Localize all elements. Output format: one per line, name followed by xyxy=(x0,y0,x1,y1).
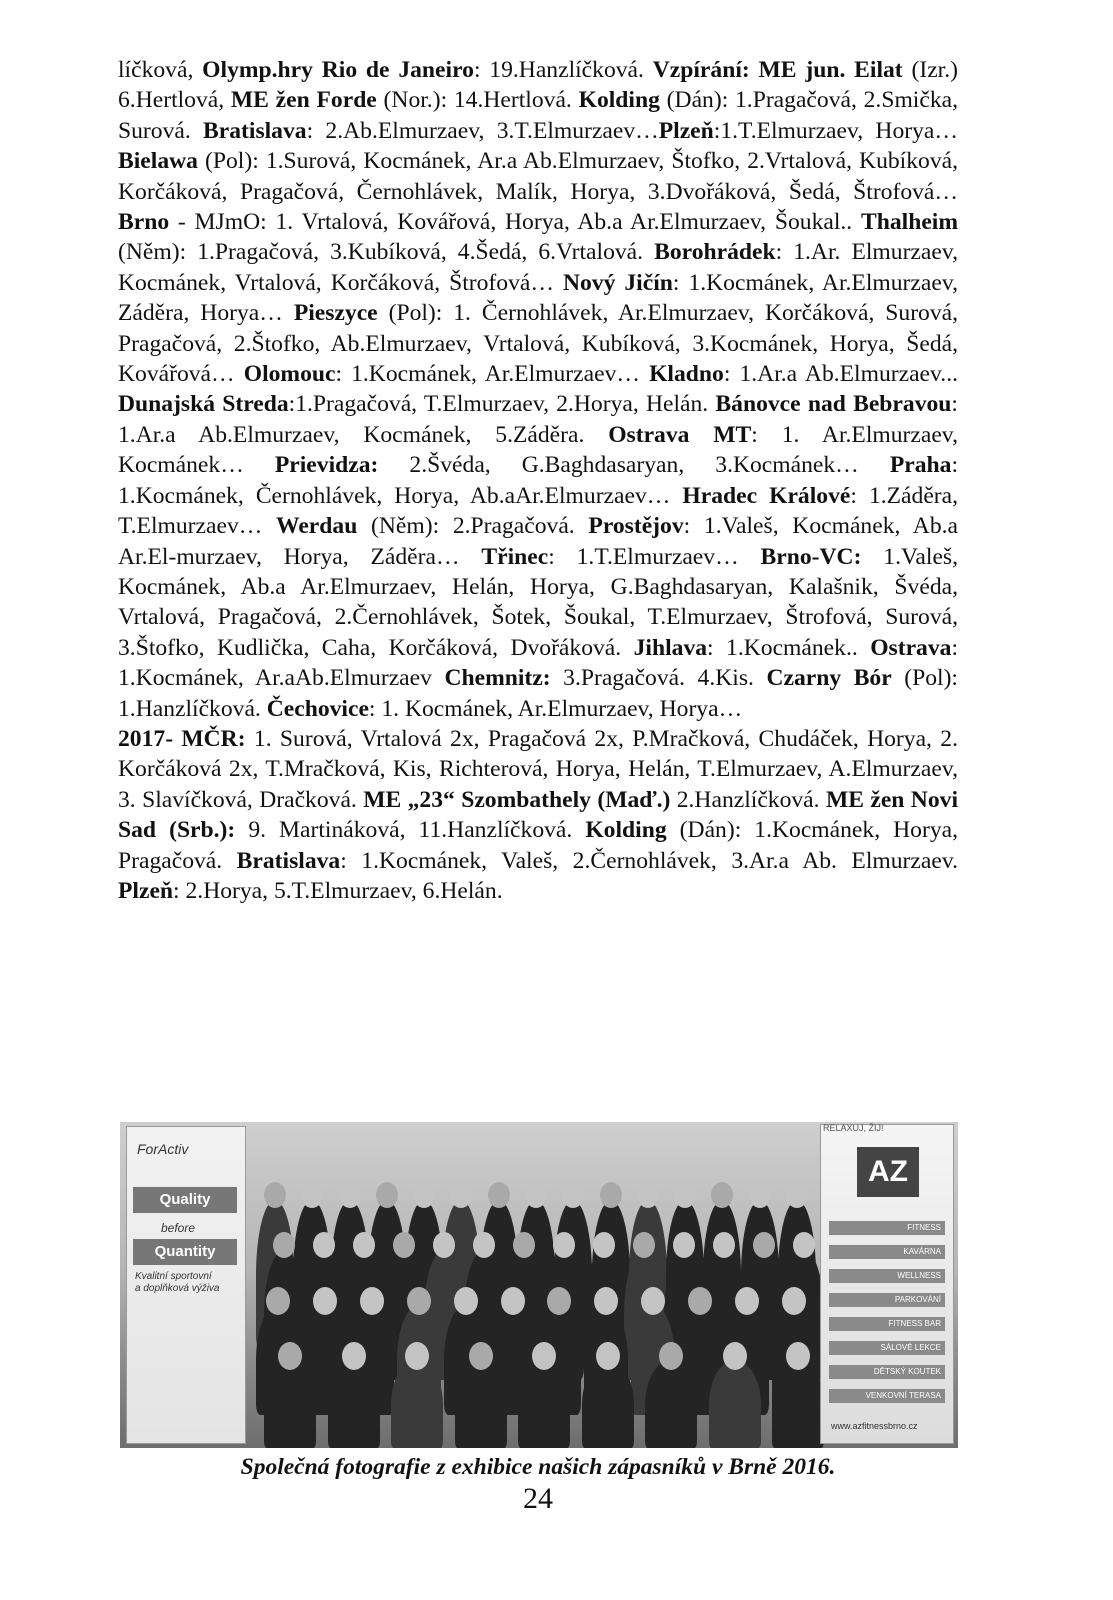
wrestler-head xyxy=(525,1182,547,1208)
azfitness-banner xyxy=(820,1124,954,1444)
banner-tag: SÁLOVÉ LEKCE xyxy=(829,1341,945,1355)
result-text: : 1. Ar.Elmurzaev, Kocmánek… xyxy=(118,421,958,479)
result-text: : 1.Ar.a Ab.Elmurzaev... xyxy=(723,361,958,388)
wrestler-figure xyxy=(645,1360,697,1448)
wrestler-head xyxy=(711,1182,733,1208)
wrestler-head xyxy=(450,1182,472,1208)
venue-name: Czarny Bór xyxy=(766,665,892,692)
result-text: : 1. Kocmánek, Ar.Elmurzaev, Horya… xyxy=(368,695,743,722)
wrestler-head xyxy=(273,1232,295,1258)
wrestler-head xyxy=(723,1342,747,1370)
result-text: líčková, xyxy=(118,57,203,83)
banner-tag: DĚTSKÝ KOUTEK xyxy=(829,1365,945,1379)
results-paragraph-2017 xyxy=(118,724,958,906)
wrestler-head xyxy=(596,1342,620,1370)
banner-url: www.azfitnessbrno.cz xyxy=(831,1421,918,1431)
wrestler-head xyxy=(433,1232,455,1258)
venue-name: Ostrava xyxy=(870,634,952,661)
wrestler-head xyxy=(753,1232,775,1258)
result-text: : 1.Kocmánek, Ar.Elmurzaev… xyxy=(335,361,650,388)
result-text: 1.Valeš, Kocmánek, Ab.a Ar.Elmurzaev, Helán, Horya, G.Baghdasaryan, Kalašnik, Švéda, Vrtalová, Pragačová, 2.Černohlávek, Šotek, Šoukal, T.Elmurzaev, Štrofová, Surová, 3.Štofko, Kudlička, Caha, Korčáková, Dvořáková. xyxy=(118,543,958,661)
wrestler-head xyxy=(301,1182,323,1208)
venue-name: Čechovice xyxy=(266,695,369,722)
result-text: : 1.Ar.a Ab.Elmurzaev, Kocmánek, 5.Záděra. xyxy=(118,391,958,448)
quality-label: Quality xyxy=(133,1187,237,1213)
wrestler-head xyxy=(513,1232,535,1258)
wrestler-head xyxy=(405,1342,429,1370)
venue-name: Bratislava xyxy=(203,117,307,144)
venue-name: Brno xyxy=(118,209,170,236)
result-text: (Nor.): 14.Hertlová. xyxy=(376,87,579,114)
result-text: : 1.T.Elmurzaev… xyxy=(548,543,761,570)
venue-name: Kolding xyxy=(585,817,667,844)
venue-name: Vzpírání: ME jun. Eilat xyxy=(652,57,903,83)
wrestler-head xyxy=(376,1182,398,1208)
group-photo xyxy=(120,1122,958,1448)
wrestler-head xyxy=(342,1342,366,1370)
result-text: (Pol): 1. Černohlávek, Ar.Elmurzaev, Korčáková, Surová, Pragačová, 2.Štofko, Ab.Elmurzaev, Vrtalová, Kubíková, 3.Kocmánek, Horya, Šedá, Kovářová… xyxy=(118,300,959,388)
photo-caption: Společná fotografie z exhibice našich zápasníků v Brně 2016. xyxy=(240,1454,836,1480)
result-text: - MJmO: 1. Vrtalová, Kovářová, Horya, Ab.a Ar.Elmurzaev, Šoukal.. xyxy=(169,209,861,236)
wrestler-head xyxy=(393,1232,415,1258)
result-text: (Něm): 1.Pragačová, 3.Kubíková, 4.Šedá, 6.Vrtalová. xyxy=(118,239,655,266)
venue-name: Werdau xyxy=(276,513,358,540)
result-text: (Pol): 1.Surová, Kocmánek, Ar.a Ab.Elmurzaev, Štofko, 2.Vrtalová, Kubíková, Korčáková, Pragačová, Černohlávek, Malík, Horya, 3.Dvořáková, Šedá, Štrofová… xyxy=(118,148,958,205)
wrestler-head xyxy=(600,1182,622,1208)
wrestler-head xyxy=(501,1287,525,1315)
wrestler-head xyxy=(793,1232,815,1258)
banner-tag: FITNESS BAR xyxy=(829,1317,945,1331)
wrestler-head xyxy=(633,1232,655,1258)
venue-name: Olymp.hry Rio de Janeiro xyxy=(202,57,474,83)
wrestler-head xyxy=(553,1232,575,1258)
wrestler-head xyxy=(782,1287,806,1315)
wrestler-head xyxy=(407,1287,431,1315)
wrestler-figure xyxy=(328,1360,380,1448)
result-text: : 1.Kocmánek, Valeš, 2.Černohlávek, 3.Ar.a Ab. Elmurzaev. xyxy=(340,847,958,874)
wrestler-head xyxy=(488,1182,510,1208)
wrestler-head xyxy=(735,1287,759,1315)
wrestler-head xyxy=(469,1342,493,1370)
wrestler-head xyxy=(688,1287,712,1315)
wrestler-head xyxy=(532,1342,556,1370)
foractiv-banner xyxy=(126,1126,246,1444)
venue-name: 2017- MČR: xyxy=(118,725,246,752)
result-text: : 2.Horya, 5.T.Elmurzaev, 6.Helán. xyxy=(173,877,503,904)
wrestler-head xyxy=(659,1342,683,1370)
wrestler-head xyxy=(786,1182,808,1208)
venue-name: Nový Jičín xyxy=(562,269,673,296)
venue-name: Kladno xyxy=(649,361,724,388)
result-text: 2.Švéda, G.Baghdasaryan, 3.Kocmánek… xyxy=(378,452,890,479)
banner-tag: WELLNESS xyxy=(829,1269,945,1283)
wrestler-head xyxy=(454,1287,478,1315)
result-text: : 19.Hanzlíčková. xyxy=(473,57,653,83)
results-paragraph-2016 xyxy=(118,55,958,724)
wrestler-head xyxy=(673,1232,695,1258)
wrestler-head xyxy=(786,1342,810,1370)
venue-name: Olomouc xyxy=(243,361,336,388)
venue-name: Kolding xyxy=(578,87,660,114)
wrestler-head xyxy=(313,1232,335,1258)
venue-name: ME žen Novi Sad (Srb.): xyxy=(118,786,958,844)
venue-name: Bratislava xyxy=(236,847,341,874)
wrestler-figure xyxy=(772,1360,824,1448)
result-text: : 1.Záděra, T.Elmurzaev… xyxy=(118,482,959,540)
wrestler-figure xyxy=(264,1360,316,1448)
result-text: : 1.Valeš, Kocmánek, Ab.a Ar.El-murzaev, Horya, Záděra… xyxy=(118,513,958,570)
wrestler-figure xyxy=(582,1360,634,1448)
result-text: (Něm): 2.Pragačová. xyxy=(357,513,589,540)
venue-name: Prievidza: xyxy=(274,452,379,479)
result-text: : 2.Ab.Elmurzaev, 3.T.Elmurzaev… xyxy=(306,117,659,144)
venue-name: ME žen Forde xyxy=(230,87,377,114)
az-logo: AZ xyxy=(857,1147,919,1197)
wrestlers-group xyxy=(246,1122,826,1448)
result-text: :1.T.Elmurzaev, Horya… xyxy=(713,117,958,144)
banner-slogan: RELAXUJ, ŽIJ! xyxy=(823,1123,884,1133)
venue-name: Thalheim xyxy=(860,209,958,236)
result-text: (Dán): 1.Pragačová, 2.Smička, Surová. xyxy=(118,87,958,144)
wrestler-head xyxy=(749,1182,771,1208)
venue-name: Bánovce nad Bebravou xyxy=(715,391,952,418)
wrestler-head xyxy=(473,1232,495,1258)
slogan-line-1: Kvalitní sportovní xyxy=(135,1271,212,1282)
before-label: before xyxy=(161,1221,196,1235)
venue-name: Praha xyxy=(889,452,952,479)
wrestler-head xyxy=(360,1287,384,1315)
wrestler-figure xyxy=(455,1360,507,1448)
wrestler-figure xyxy=(391,1360,443,1448)
quantity-label: Quantity xyxy=(133,1239,237,1265)
banner-tag: PARKOVÁNÍ xyxy=(829,1293,945,1307)
page-number: 24 xyxy=(523,1482,553,1515)
wrestler-head xyxy=(278,1342,302,1370)
foractiv-logo: ForActiv xyxy=(137,1141,189,1157)
venue-name: Třinec xyxy=(481,543,549,570)
wrestler-head xyxy=(353,1232,375,1258)
wrestler-head xyxy=(313,1287,337,1315)
venue-name: Borohrádek xyxy=(654,239,776,266)
venue-name: Prostějov xyxy=(588,513,684,540)
wrestler-head xyxy=(593,1232,615,1258)
banner-tag: VENKOVNÍ TERASA xyxy=(829,1389,945,1403)
wrestler-head xyxy=(339,1182,361,1208)
wrestler-head xyxy=(674,1182,696,1208)
wrestler-head xyxy=(713,1232,735,1258)
venue-name: Ostrava MT xyxy=(608,421,752,448)
result-text: : 1.Kocmánek, Ar.aAb.Elmurzaev xyxy=(118,634,959,692)
banner-tag: KAVÁRNA xyxy=(829,1245,945,1259)
venue-name: ME „23“ Szombathely (Maď.) xyxy=(363,786,671,813)
venue-name: Dunajská Streda xyxy=(118,391,289,418)
banner-tag: FITNESS xyxy=(829,1221,945,1235)
venue-name: Pieszyce xyxy=(293,300,378,327)
result-text: 9. Martináková, 11.Hanzlíčková. xyxy=(235,817,586,844)
wrestler-head xyxy=(413,1182,435,1208)
result-text: (Izr.) 6.Hertlová, xyxy=(118,57,958,114)
venue-name: Brno-VC: xyxy=(760,543,862,570)
wrestler-head xyxy=(266,1287,290,1315)
venue-name: Plzeň xyxy=(658,117,714,144)
wrestler-head xyxy=(562,1182,584,1208)
result-text: 1. Surová, Vrtalová 2x, Pragačová 2x, P.Mračková, Chudáček, Horya, 2. Korčáková 2x, T.Mračková, Kis, Richterová, Horya, Helán, T.Elmurzaev, A.Elmurzaev, 3. Slavíčková, Dračková. xyxy=(118,725,958,813)
result-text: :1.Pragačová, T.Elmurzaev, 2.Horya, Helán. xyxy=(288,391,716,418)
venue-name: Plzeň xyxy=(118,877,174,904)
slogan-line-2: a doplňková výživa xyxy=(135,1283,220,1294)
wrestler-figure xyxy=(709,1360,761,1448)
result-text: : 1.Ar. Elmurzaev, Kocmánek, Vrtalová, Korčáková, Štrofová… xyxy=(118,239,959,296)
wrestler-head xyxy=(637,1182,659,1208)
result-text: 3.Pragačová. 4.Kis. xyxy=(550,665,767,692)
result-text: (Pol): 1.Hanzlíčková. xyxy=(118,665,958,722)
venue-name: Chemnitz: xyxy=(444,665,551,692)
wrestler-figure xyxy=(518,1360,570,1448)
wrestler-head xyxy=(264,1182,286,1208)
result-text: : 1.Kocmánek.. xyxy=(707,634,871,661)
result-text: : 1.Kocmánek, Ar.Elmurzaev, Záděra, Horya… xyxy=(118,269,958,327)
venue-name: Hradec Králové xyxy=(682,482,851,509)
page-body xyxy=(118,55,958,906)
venue-name: Jihlava xyxy=(633,634,708,661)
venue-name: Bielawa xyxy=(118,148,198,175)
result-text: 2.Hanzlíčková. xyxy=(670,786,826,813)
result-text: (Dán): 1.Kocmánek, Horya, Pragačová. xyxy=(118,817,958,874)
result-text: : 1.Kocmánek, Černohlávek, Horya, Ab.aAr.Elmurzaev… xyxy=(118,452,958,509)
